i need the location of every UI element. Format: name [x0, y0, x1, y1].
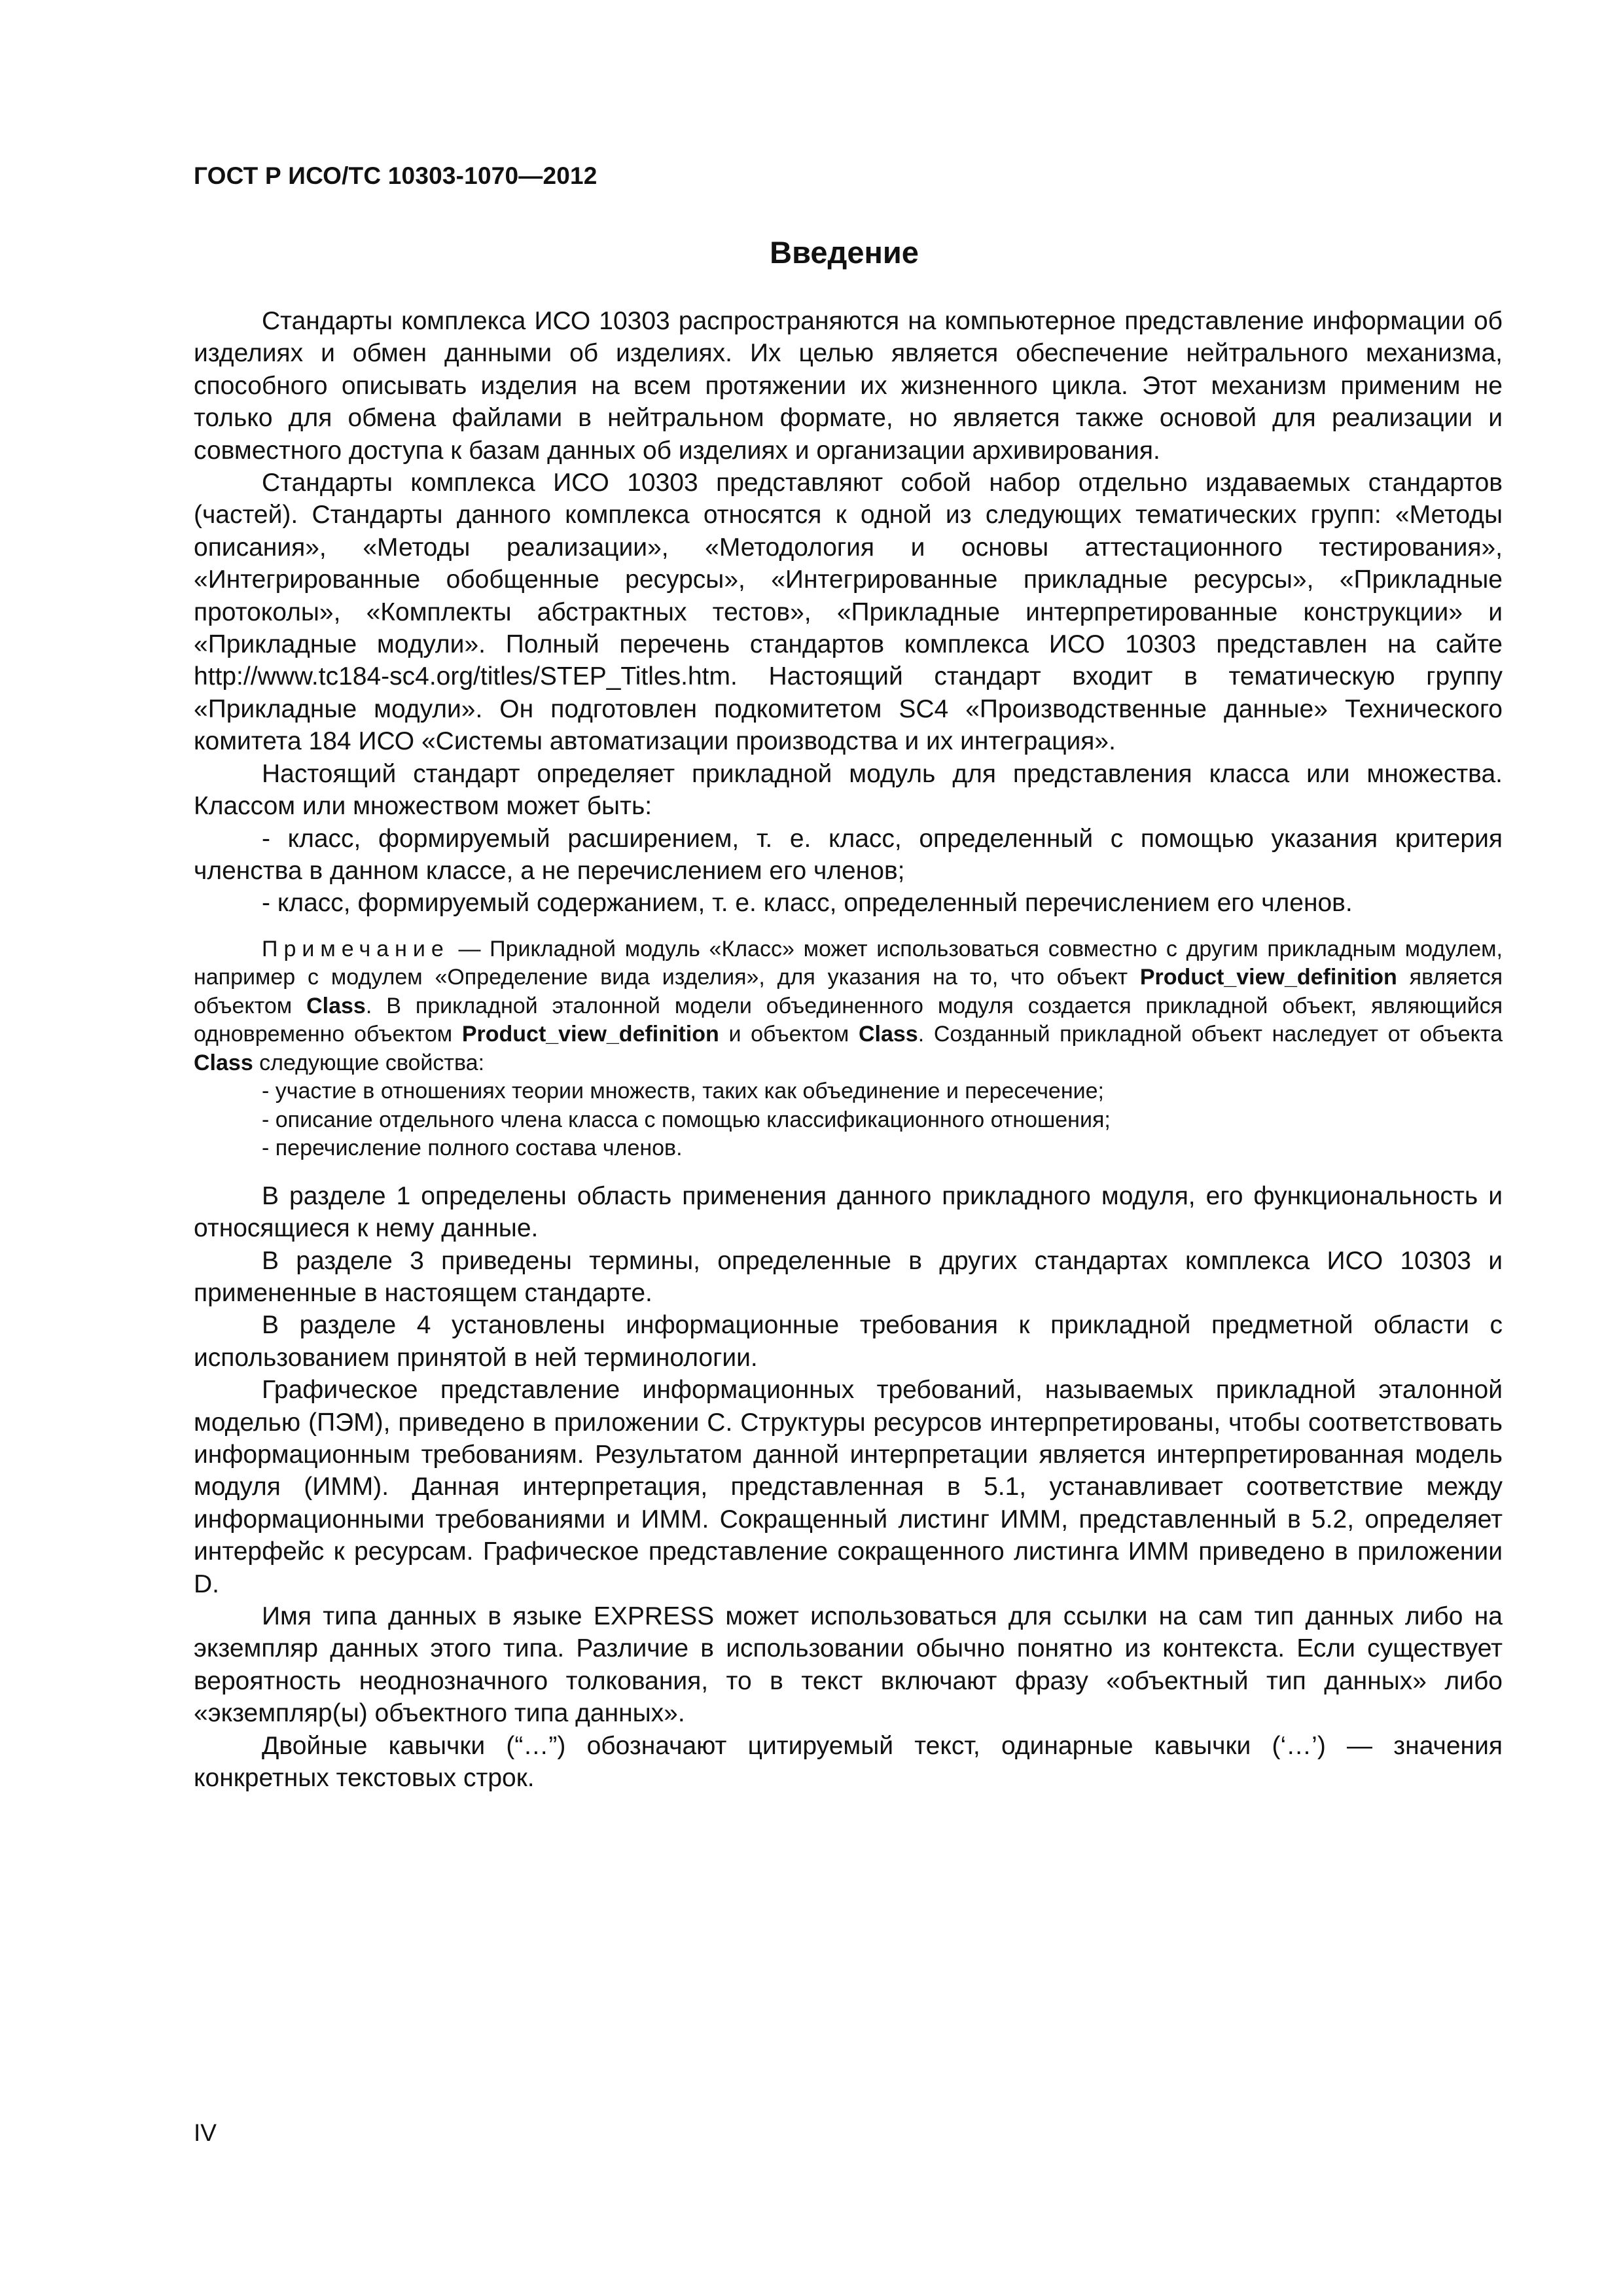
- note-paragraph: [194, 935, 1503, 1078]
- note-text: и объектом: [719, 1022, 859, 1047]
- note-dash: —: [449, 936, 490, 961]
- paragraph-parts: Стандарты комплекса ИСО 10303 представляют собой набор отдельно издаваемых стандартов (частей). Стандарты данного комплекса относятся к одной из следующих тематических групп: «Методы описания», «Методы реализации», «Методология и основы аттестационного тестирования», «Интегрированные обобщенные ресурсы», «Интегрированные прикладные ресурсы», «Прикладные протоколы», «Комплекты абстрактных тестов», «Прикладные интерпретированные конструкции» и «Прикладные модули». Полный перечень стандартов комплекса ИСО 10303 представлен на сайте http://www.tc184-sc4.org/titles/STEP_Titles.htm. Настоящий стандарт входит в тематическую группу «Прикладные модули». Он подготовлен подкомитетом SC4 «Производственные данные» Технического комитета 184 ИСО «Системы автоматизации производства и их интеграция».: [194, 469, 1503, 756]
- entity-name: Class: [194, 1050, 253, 1075]
- page-number: IV: [194, 2119, 217, 2146]
- note-block: [194, 935, 1503, 1163]
- paragraph-express: Имя типа данных в языке EXPRESS может использоваться для ссылки на сам тип данных либо на экземпляр данных этого типа. Различие в использовании обычно понятно из контекста. Если существует вероятность неоднозначного толкования, то в текст включают фразу «объектный тип данных» либо «экземпляр(ы) объектного типа данных».: [194, 1602, 1503, 1728]
- note-label: Примечание: [262, 936, 450, 961]
- note-text: является объектом: [194, 965, 1503, 1018]
- list-item-extension: - класс, формируемый расширением, т. е. класс, определенный с помощью указания критерия членства в данном классе, а не перечислением его членов;: [194, 824, 1503, 885]
- document-code-header: ГОСТ Р ИСО/ТС 10303-1070—2012: [194, 162, 597, 189]
- entity-name: Class: [858, 1022, 918, 1047]
- entity-name: Class: [306, 993, 366, 1018]
- note-text: . В прикладной эталонной модели объединенного модуля создается прикладной объект, являющийся одновременно объектом: [194, 993, 1503, 1047]
- paragraph-arm-mim: Графическое представление информационных требований, называемых прикладной эталонной моделью (ПЭМ), приведено в приложении С. Структуры ресурсов интерпретированы, чтобы соответствовать информационным требованиям. Результатом данной интерпретации является интерпретированная модель модуля (ИММ). Данная интерпретация, представленная в 5.1, устанавливает соответствие между информационными требованиями и ИММ. Сокращенный листинг ИММ, представленный в 5.2, определяет интерфейс к ресурсам. Графическое представление сокращенного листинга ИММ приведено в приложении D.: [194, 1376, 1503, 1598]
- note-list-item: - описание отдельного члена класса с помощью классификационного отношения;: [262, 1107, 1111, 1132]
- entity-name: Product_view_definition: [461, 1022, 719, 1047]
- paragraph-quotes: Двойные кавычки (“…”) обозначают цитируемый текст, одинарные кавычки (‘…’) — значения конкретных текстовых строк.: [194, 1731, 1503, 1793]
- list-item-content: - класс, формируемый содержанием, т. е. класс, определенный перечислением его членов.: [262, 889, 1353, 918]
- entity-name: Product_view_definition: [1139, 965, 1397, 990]
- paragraph-section-4: В разделе 4 установлены информационные требования к прикладной предметной области с использованием принятой в ней терминологии.: [194, 1311, 1503, 1372]
- note-text: следующие свойства:: [253, 1050, 485, 1075]
- note-text: . Созданный прикладной объект наследует от объекта: [918, 1022, 1503, 1047]
- document-body: [194, 305, 1503, 1794]
- paragraph-scope: Стандарты комплекса ИСО 10303 распространяются на компьютерное представление информации об изделиях и обмен данными об изделиях. Их целью является обеспечение нейтрального механизма, способного описывать изделия на всем протяжении их жизненного цикла. Этот механизм применим не только для обмена файлами в нейтральном формате, но является также основой для реализации и совместного доступа к базам данных об изделиях и организации архивирования.: [194, 307, 1503, 465]
- note-list-item: - участие в отношениях теории множеств, таких как объединение и пересечение;: [262, 1079, 1104, 1104]
- section-title: Введение: [770, 235, 919, 270]
- note-list-item: - перечисление полного состава членов.: [262, 1136, 683, 1161]
- paragraph-section-1: В разделе 1 определены область применения данного прикладного модуля, его функциональность и относящиеся к нему данные.: [194, 1181, 1503, 1243]
- note-text: Прикладной модуль «Класс» может использоваться совместно с другим прикладным модулем, например с модулем «Определение вида изделия», для указания на то, что объект: [194, 936, 1503, 990]
- paragraph-module-definition: Настоящий стандарт определяет прикладной модуль для представления класса или множества. Классом или множеством может быть:: [194, 759, 1503, 821]
- paragraph-section-3: В разделе 3 приведены термины, определенные в других стандартах комплекса ИСО 10303 и примененные в настоящем стандарте.: [194, 1246, 1503, 1307]
